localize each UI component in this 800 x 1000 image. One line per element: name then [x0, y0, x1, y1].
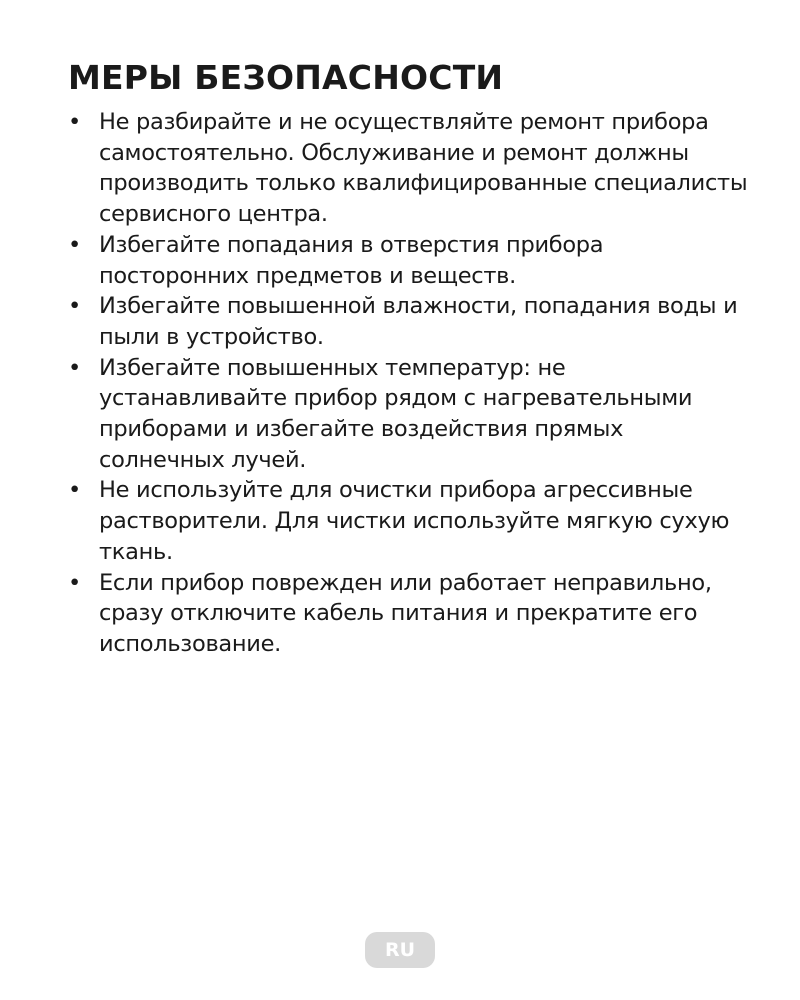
list-item-text: Не используйте для очистки прибора агрессивные растворители. Для чистки используйте мягкую сухую ткань.: [99, 477, 730, 565]
bullet-icon: •: [68, 293, 81, 320]
bullet-icon: •: [68, 231, 81, 258]
bullet-icon: •: [68, 109, 81, 135]
bullet-icon: •: [68, 569, 81, 596]
bullet-icon: •: [68, 477, 81, 504]
language-badge: RU: [365, 932, 435, 968]
list-item-text: Избегайте попадания в отверстия прибора посторонних предметов и веществ.: [99, 231, 604, 289]
list-item: [68, 568, 748, 660]
safety-list: [68, 107, 748, 660]
list-item: [68, 291, 748, 352]
list-item: [68, 230, 748, 291]
list-item-text: Если прибор поврежден или работает неправильно, сразу отключите кабель питания и прекратите его использование.: [99, 569, 712, 657]
list-item: [68, 353, 748, 476]
section-title: МЕРЫ БЕЗОПАСНОСТИ: [68, 58, 504, 97]
list-item-text: Не разбирайте и не осуществляйте ремонт прибора самостоятельно. Обслуживание и ремонт должны производить только квалифицированные специалисты сервисного центра.: [99, 109, 748, 228]
list-item-text: Избегайте повышенных температур: не устанавливайте прибор рядом с нагревательными приборами и избегайте воздействия прямых солнечных лучей.: [99, 354, 693, 473]
bullet-icon: •: [68, 354, 81, 381]
list-item: [68, 107, 748, 230]
list-item-text: Избегайте повышенной влажности, попадания воды и пыли в устройство.: [99, 293, 738, 350]
list-item: [68, 475, 748, 567]
